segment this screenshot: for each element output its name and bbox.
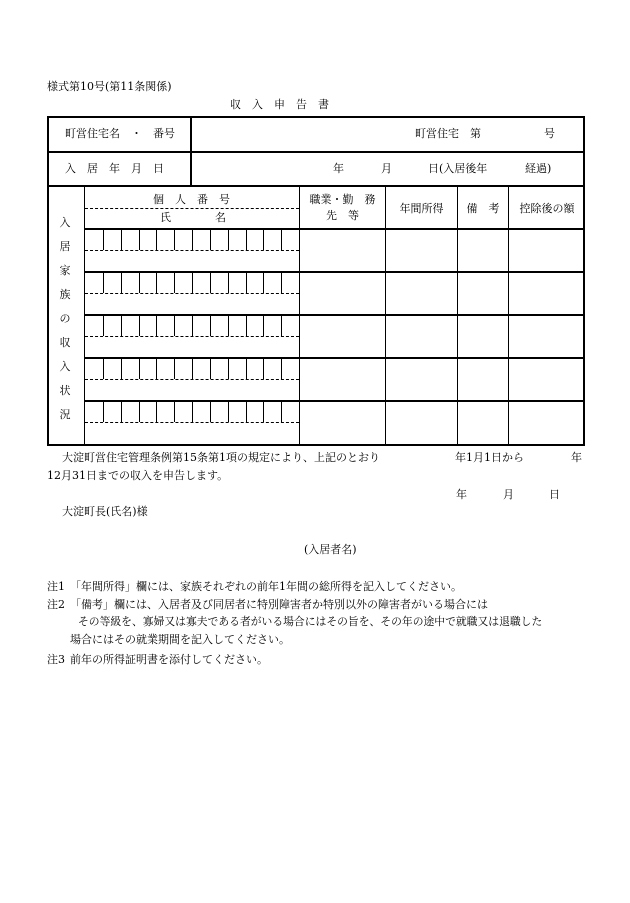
note3-text: 前年の所得証明書を添付してください。	[70, 653, 268, 666]
housing-name-suffix: 号	[544, 127, 555, 140]
my-number-digit-cell-divider	[174, 229, 175, 250]
move-in-elapsed: 経過)	[525, 162, 552, 175]
applicant-name-label: (入居者名)	[304, 543, 357, 556]
row-divider	[85, 357, 585, 359]
header-my-number: 個 人 番 号	[153, 193, 230, 206]
my-number-digit-cell-divider	[210, 272, 211, 293]
note2-label: 注2	[47, 598, 65, 611]
my-number-digit-cell-divider	[174, 272, 175, 293]
header-job-line1: 職業・勤 務	[309, 193, 376, 206]
my-number-digit-cell-divider	[192, 272, 193, 293]
my-number-digit-cell-divider	[281, 358, 282, 379]
my-number-digit-cell-divider	[246, 401, 247, 422]
my-number-digit-cell-divider	[210, 401, 211, 422]
my-number-digit-cell-divider	[156, 401, 157, 422]
row-dashed-divider	[85, 250, 299, 251]
note1-text: 「年間所得」欄には、家族それぞれの前年1年間の総所得を記入してください。	[70, 580, 462, 593]
my-number-digit-cell-divider	[228, 358, 229, 379]
my-number-digit-cell-divider	[228, 401, 229, 422]
my-number-digit-cell-divider	[263, 358, 264, 379]
my-number-digit-cell-divider	[139, 272, 140, 293]
addressee: 大淀町長(氏名)様	[62, 505, 148, 518]
my-number-digit-cell-divider	[281, 229, 282, 250]
header-remarks: 備 考	[466, 202, 500, 215]
row-divider	[47, 151, 585, 153]
header-job-line2: 先 等	[326, 209, 359, 222]
note2-text: 「備考」欄には、入居者及び同居者に特別障害者か特別以外の障害者がいる場合には	[70, 598, 488, 611]
my-number-digit-cell-divider	[174, 315, 175, 336]
note1-label: 注1	[47, 580, 65, 593]
my-number-digit-cell-divider	[228, 229, 229, 250]
move-in-date-label: 入 居 年 月 日	[65, 162, 164, 175]
my-number-digit-cell-divider	[192, 358, 193, 379]
my-number-digit-cell-divider	[263, 315, 264, 336]
my-number-digit-cell-divider	[139, 315, 140, 336]
row-divider	[85, 228, 585, 230]
note2-continuation1: その等級を、寡婦又は寡夫である者がいる場合にはその旨を、その年の途中で就職又は退職した	[78, 615, 543, 628]
my-number-digit-cell-divider	[192, 315, 193, 336]
my-number-digit-cell-divider	[263, 229, 264, 250]
move-in-year: 年	[333, 162, 344, 175]
my-number-digit-cell-divider	[281, 401, 282, 422]
date-month: 月	[503, 488, 514, 501]
my-number-digit-cell-divider	[121, 315, 122, 336]
row-divider	[85, 271, 585, 273]
header-name: 氏 名	[160, 211, 226, 224]
my-number-digit-cell-divider	[246, 315, 247, 336]
my-number-digit-cell-divider	[156, 229, 157, 250]
my-number-digit-cell-divider	[139, 401, 140, 422]
my-number-digit-cell-divider	[210, 315, 211, 336]
my-number-digit-cell-divider	[103, 401, 104, 422]
declaration-line2: 12月31日までの収入を申告します。	[47, 469, 229, 482]
form-title: 収 入 申 告 書	[230, 98, 329, 111]
my-number-digit-cell-divider	[156, 315, 157, 336]
my-number-digit-cell-divider	[121, 272, 122, 293]
form-number: 様式第10号(第11条関係)	[47, 80, 172, 93]
my-number-digit-cell-divider	[246, 229, 247, 250]
my-number-digit-cell-divider	[210, 229, 211, 250]
my-number-digit-cell-divider	[246, 272, 247, 293]
my-number-digit-cell-divider	[139, 229, 140, 250]
my-number-digit-cell-divider	[246, 358, 247, 379]
my-number-digit-cell-divider	[139, 358, 140, 379]
move-in-month: 月	[381, 162, 392, 175]
declaration-from: 年1月1日から	[455, 451, 524, 464]
housing-name-label: 町営住宅名 ・ 番号	[65, 127, 175, 140]
my-number-digit-cell-divider	[121, 358, 122, 379]
my-number-digit-cell-divider	[103, 272, 104, 293]
declaration-line1: 大淀町営住宅管理条例第15条第1項の規定により、上記のとおり	[62, 451, 380, 464]
row-divider	[85, 400, 585, 402]
declaration-year: 年	[571, 451, 582, 464]
my-number-digit-cell-divider	[263, 401, 264, 422]
my-number-digit-cell-divider	[228, 315, 229, 336]
my-number-digit-cell-divider	[281, 272, 282, 293]
date-day: 日	[549, 488, 560, 501]
income-declaration-form: 様式第10号(第11条関係) 収 入 申 告 書 町営住宅名 ・ 番号 町営住宅 第 号 入 居 年 月 日 年 月 日(入居後年 経過) 入 居 家 族 の 収 入 状 況 個 人 番 号 氏 名 職業・勤 務 先 等 年間所得 備 考 控除後の額 大淀町営住宅管理条例第15条第1項の規定により、上記のとおり 年1月1日から 年 12月31日までの収入を申告します。 年 月 日 大淀町長(氏名)様 (入居者名) 注1 「年間所得」欄には、家族それぞれの前年1年間の総所得を記入してください。 注2 「備考」欄には、入居者及び同居者に特別障害者か特別以外の障害者がいる場合には その等級を、寡婦又は寡夫である者がいる場合にはその旨を、その年の途中で就職又は退職した 場合にはその就業期間を記入してください。 注3 前年の所得証明書を添付してください。	[0, 0, 630, 903]
my-number-digit-cell-divider	[156, 358, 157, 379]
move-in-day-note: 日(入居後年	[428, 162, 488, 175]
row-dashed-divider	[85, 336, 299, 337]
row-divider	[85, 314, 585, 316]
row-dashed-divider	[85, 422, 299, 423]
header-annual-income: 年間所得	[399, 202, 444, 215]
my-number-digit-cell-divider	[263, 272, 264, 293]
my-number-digit-cell-divider	[121, 229, 122, 250]
note2-continuation2: 場合にはその就業期間を記入してください。	[70, 633, 290, 646]
note3-label: 注3	[47, 653, 65, 666]
my-number-digit-cell-divider	[174, 401, 175, 422]
my-number-digit-cell-divider	[174, 358, 175, 379]
housing-name-prefix: 町営住宅 第	[415, 127, 481, 140]
my-number-digit-cell-divider	[121, 401, 122, 422]
my-number-digit-cell-divider	[281, 315, 282, 336]
date-year: 年	[456, 488, 467, 501]
row-dashed-divider	[85, 293, 299, 294]
row-dashed-divider	[85, 379, 299, 380]
my-number-digit-cell-divider	[103, 229, 104, 250]
row-divider	[47, 185, 585, 187]
header-after-deduction: 控除後の額	[519, 202, 575, 215]
my-number-digit-cell-divider	[192, 229, 193, 250]
my-number-digit-cell-divider	[210, 358, 211, 379]
my-number-digit-cell-divider	[103, 358, 104, 379]
my-number-digit-cell-divider	[103, 315, 104, 336]
header-dashed-divider	[85, 208, 299, 209]
my-number-digit-cell-divider	[156, 272, 157, 293]
my-number-digit-cell-divider	[228, 272, 229, 293]
my-number-digit-cell-divider	[192, 401, 193, 422]
